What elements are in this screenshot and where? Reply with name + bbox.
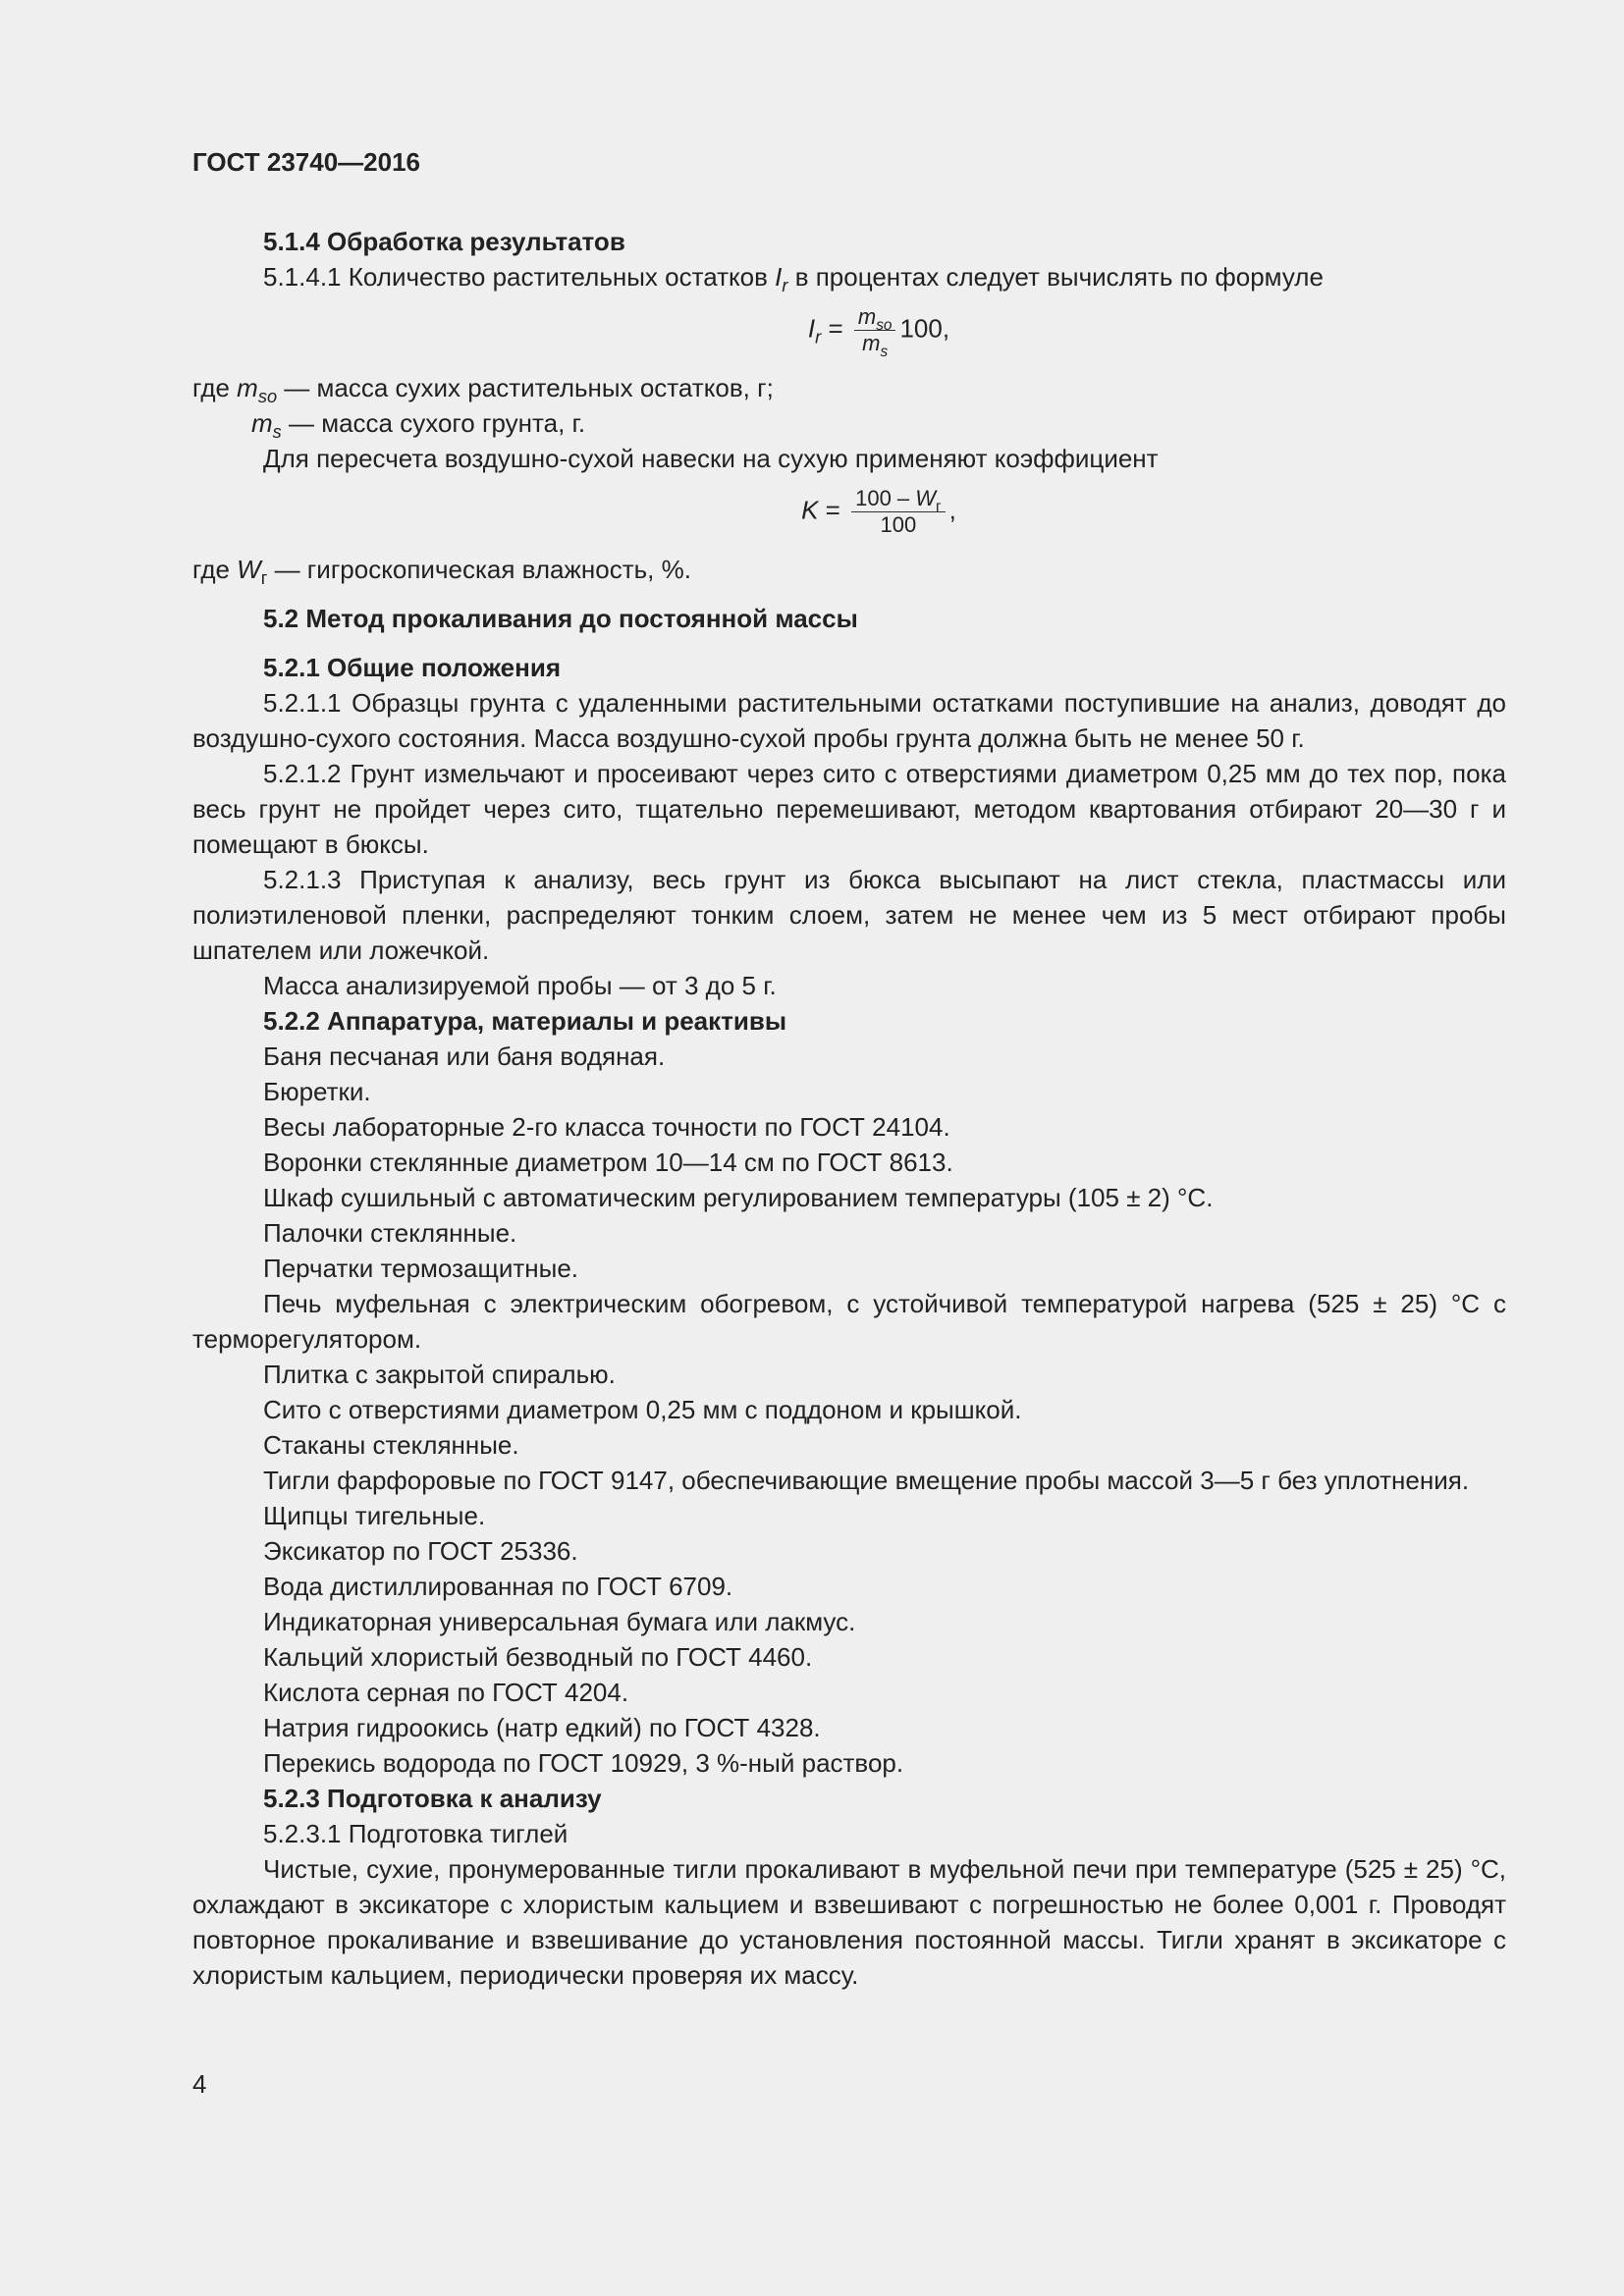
text-run: 5.1.4.1 Количество растительных остатков <box>263 262 776 292</box>
denominator-subscript: s <box>880 344 889 360</box>
text-run: — гигроскопическая влажность, %. <box>267 555 691 584</box>
list-item: Индикаторная универсальная бумага или лакмус. <box>263 1607 856 1636</box>
paragraph-5-2-1-1: 5.2.1.1 Образцы грунта с удаленными растительными остатками поступившие на анализ, доводят до воздушно-сухого состояния. Масса воздушно-сухой пробы грунта должна быть не менее 50 г. <box>192 688 1506 753</box>
equipment-list <box>192 1039 1506 1781</box>
text-run: где <box>192 373 238 402</box>
variable: W <box>237 555 261 584</box>
section-heading-5-2-1: 5.2.1 Общие положения <box>263 653 561 682</box>
list-item: Кислота серная по ГОСТ 4204. <box>263 1678 629 1707</box>
formula-lhs-subscript: r <box>815 327 822 347</box>
numerator-subscript: г <box>936 499 942 515</box>
formula-k <box>192 486 1506 538</box>
paragraph-5-2-1-2: 5.2.1.2 Грунт измельчают и просеивают через сито с отверстиями диаметром 0,25 мм до тех пор, пока весь грунт не пройдет через сито, тщательно перемешивают, методом квартования отбирают 20—30 г и помещают в бюксы. <box>192 759 1506 859</box>
page-number: 4 <box>192 2069 207 2099</box>
formula-equals: = <box>821 313 850 344</box>
paragraph-5-2-3-1: 5.2.3.1 Подготовка тиглей <box>263 1819 568 1848</box>
where-line-3 <box>192 552 1506 587</box>
formula-lhs: K <box>801 495 819 525</box>
list-item: Щипцы тигельные. <box>263 1501 486 1530</box>
list-item: Баня песчаная или баня водяная. <box>263 1041 666 1071</box>
document-header: ГОСТ 23740—2016 <box>192 147 420 177</box>
text-run: — масса сухого грунта, г. <box>281 408 586 438</box>
variable-subscript: r <box>782 276 788 295</box>
list-item: Печь муфельная с электрическим обогревом, с устойчивой температурой нагрева (525 ± 25) °С с терморегулятором. <box>192 1289 1506 1354</box>
text-run: в процентах следует вычислять по формуле <box>787 262 1324 292</box>
list-item: Вода дистиллированная по ГОСТ 6709. <box>263 1572 733 1601</box>
fraction-numerator: m <box>857 304 877 329</box>
formula-tail: , <box>948 495 956 525</box>
list-item: Плитка с закрытой спиралью. <box>263 1360 616 1389</box>
fraction-denominator: 100 <box>880 512 917 537</box>
paragraph-coefficient: Для пересчета воздушно-сухой навески на сухую применяют коэффициент <box>263 444 1159 473</box>
text-run: — масса сухих растительных остатков, г; <box>277 373 774 402</box>
variable-subscript: г <box>260 568 268 588</box>
list-item: Перчатки термозащитные. <box>263 1254 579 1283</box>
document-body <box>192 224 1506 1993</box>
list-item: Шкаф сушильный с автоматическим регулированием температуры (105 ± 2) °С. <box>263 1183 1214 1212</box>
formula-fraction <box>851 486 946 538</box>
section-heading-5-2-3: 5.2.3 Подготовка к анализу <box>263 1784 602 1813</box>
formula-tail: 100, <box>899 313 950 344</box>
variable: m <box>237 373 258 402</box>
list-item: Бюретки. <box>263 1077 371 1106</box>
list-item: Кальций хлористый безводный по ГОСТ 4460. <box>263 1642 813 1672</box>
formula-equals: = <box>818 495 848 525</box>
list-item: Весы лабораторные 2-го класса точности по ГОСТ 24104. <box>263 1112 950 1142</box>
section-heading-5-2-2: 5.2.2 Аппаратура, материалы и реактивы <box>263 1006 787 1036</box>
paragraph-crucible-prep: Чистые, сухие, пронумерованные тигли прокаливают в муфельной печи при температуре (525 ± 25) °С, охлаждают в эксикаторе с хлористым кальцием и взвешивают с погрешностью не более 0,001 г. Проводят повторное прокаливание и взвешивание до установления постоянной массы. Тигли хранят в эксикаторе с хлористым кальцием, периодически проверяя их массу. <box>192 1854 1506 1990</box>
where-line-2 <box>192 405 1506 441</box>
text-run: где <box>192 555 238 584</box>
list-item: Стаканы стеклянные. <box>263 1430 519 1460</box>
variable: m <box>251 408 273 438</box>
variable-subscript: s <box>272 422 282 442</box>
where-line-1 <box>192 370 1506 405</box>
paragraph-5-2-1-3: 5.2.1.3 Приступая к анализу, весь грунт из бюкса высыпают на лист стекла, пластмассы или полиэтиленовой пленки, распределяют тонким слоем, затем не менее чем из 5 мест отбирают пробы шпателем или ложечкой. <box>192 865 1506 965</box>
section-heading-5-1-4: 5.1.4 Обработка результатов <box>263 227 625 256</box>
list-item: Эксикатор по ГОСТ 25336. <box>263 1536 578 1566</box>
section-heading-5-2: 5.2 Метод прокаливания до постоянной массы <box>263 604 858 633</box>
list-item: Перекись водорода по ГОСТ 10929, 3 %-ный раствор. <box>263 1748 904 1778</box>
list-item: Натрия гидроокись (натр едкий) по ГОСТ 4328. <box>263 1713 821 1742</box>
list-item: Палочки стеклянные. <box>263 1218 517 1248</box>
formula-fraction <box>854 304 896 360</box>
formula-ir <box>192 304 1506 360</box>
list-item: Тигли фарфоровые по ГОСТ 9147, обеспечивающие вмещение пробы массой 3—5 г без уплотнения. <box>263 1466 1470 1495</box>
numerator-subscript: so <box>876 317 893 334</box>
numerator-variable: W <box>915 486 937 510</box>
fraction-numerator: 100 – <box>855 486 916 510</box>
list-item: Сито с отверстиями диаметром 0,25 мм с поддоном и крышкой. <box>263 1395 1022 1424</box>
fraction-denominator: m <box>862 331 881 355</box>
list-item: Воронки стеклянные диаметром 10—14 см по ГОСТ 8613. <box>263 1148 953 1177</box>
formula-lhs: I <box>807 313 816 344</box>
variable-subscript: so <box>257 387 278 406</box>
variable: I <box>775 262 783 292</box>
paragraph-5-1-4-1 <box>192 259 1506 294</box>
paragraph-sample-mass: Масса анализируемой пробы — от 3 до 5 г. <box>263 971 777 1000</box>
